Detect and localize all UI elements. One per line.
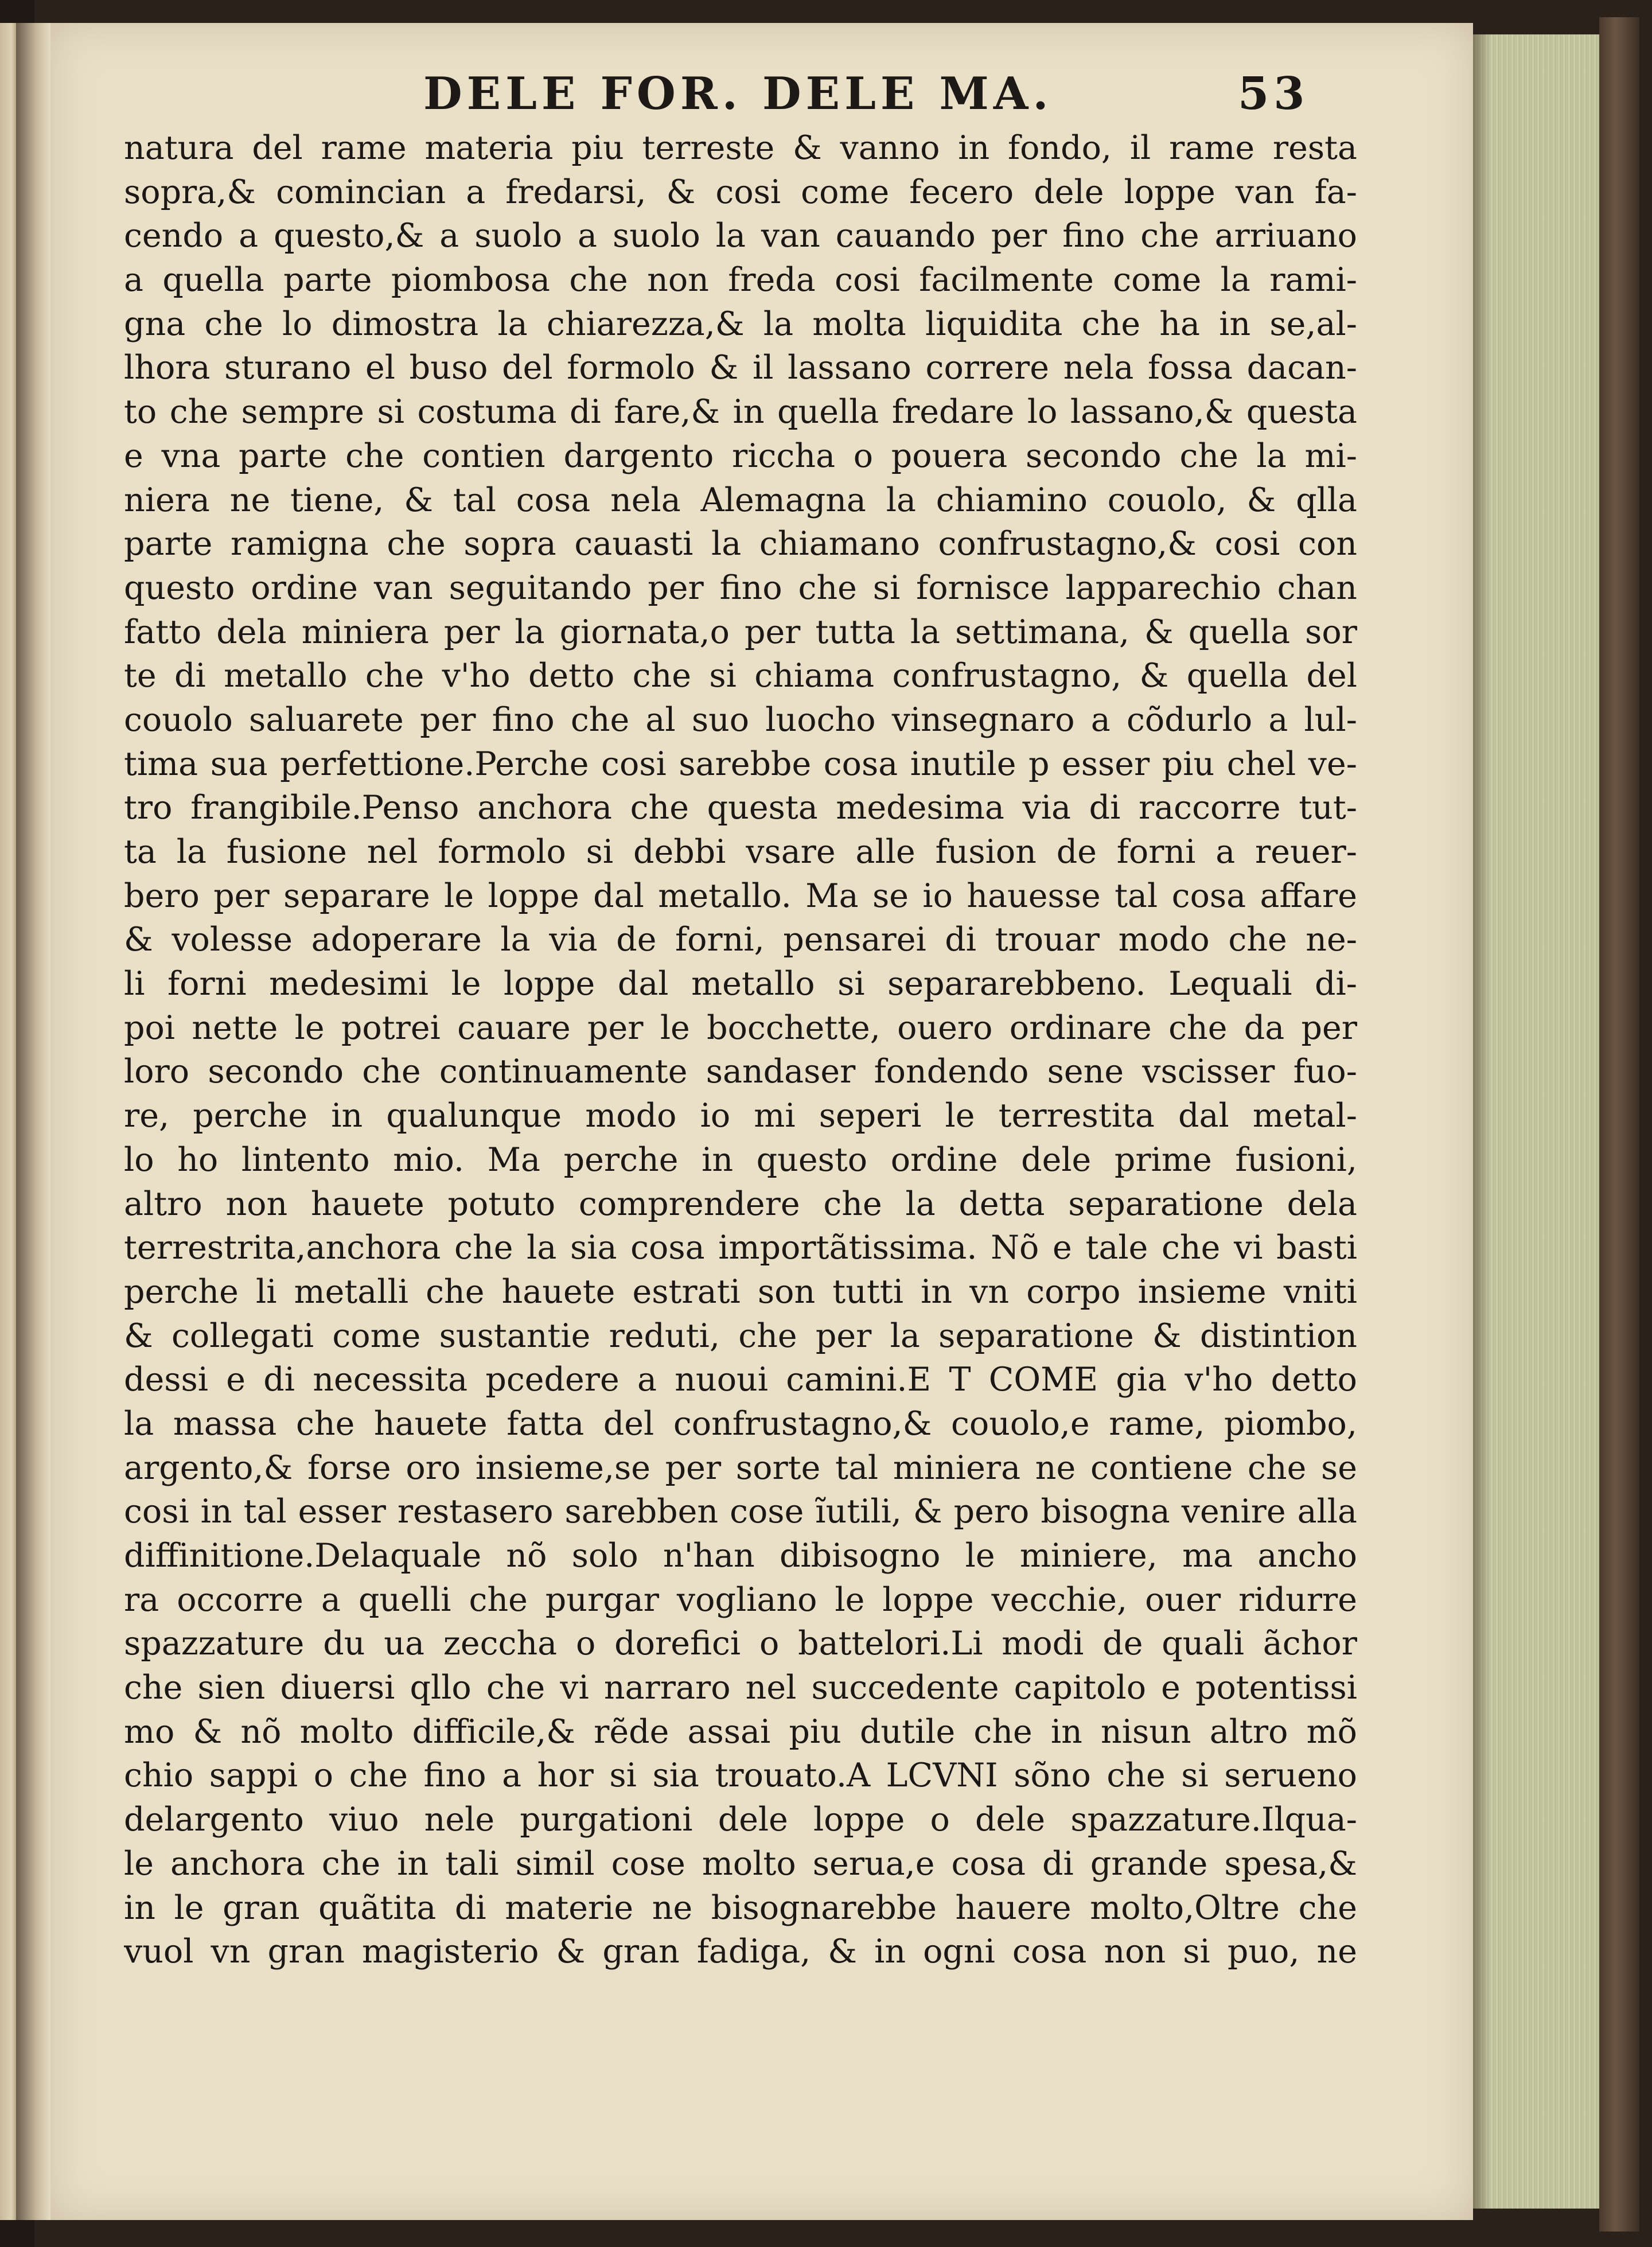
text-line: lo ho lintento mio. Ma perche in questo ordine dele prime fusioni, [124, 1140, 1357, 1179]
text-line: & collegati come sustantie reduti, che per la separatione & distintion [124, 1317, 1357, 1355]
text-line: ra occorre a quelli che purgar vogliano le loppe vecchie, ouer ridurre [124, 1580, 1357, 1619]
text-line: che sien diuersi qllo che vi narraro nel succedente capitolo e potentissi [124, 1669, 1357, 1707]
facing-page-edge [0, 23, 16, 2220]
running-header [423, 68, 1398, 120]
text-line: ta la fusione nel formolo si debbi vsare alle fusion de forni a reuer- [124, 833, 1357, 871]
page-edges [1473, 34, 1599, 2209]
text-line: to che sempre si costuma di fare,& in quella fredare lo lassano,& questa [124, 393, 1357, 431]
text-line: questo ordine van seguitando per fino che si fornisce lapparechio chan [124, 568, 1357, 607]
text-line: cendo a questo,& a suolo a suolo la van cauando per fino che arriuano [124, 217, 1357, 255]
text-line: e vna parte che contien dargento riccha o pouera secondo che la mi- [124, 437, 1357, 475]
text-line: altro non hauete potuto comprendere che la detta separatione dela [124, 1185, 1357, 1223]
text-line: diffinitione.Delaquale nõ solo n'han dibisogno le miniere, ma ancho [124, 1537, 1357, 1575]
book-cover-edge [1599, 17, 1639, 2232]
text-line: couolo saluarete per fino che al suo luocho vinsegnaro a cõdurlo a lul- [124, 700, 1357, 739]
text-line: fatto dela miniera per la giornata,o per tutta la settimana, & quella sor [124, 613, 1357, 651]
text-line: sopra,& comincian a fredarsi, & cosi come fecero dele loppe van fa- [124, 173, 1357, 211]
text-line: poi nette le potrei cauare per le bocchette, ouero ordinare che da per [124, 1008, 1357, 1047]
text-line: re, perche in qualunque modo io mi seperi le terrestita dal metal- [124, 1097, 1357, 1135]
text-line: dessi e di necessita pcedere a nuoui camini.E T COME gia v'ho detto [124, 1361, 1357, 1399]
text-line: te di metallo che v'ho detto che si chiama confrustagno, & quella del [124, 657, 1357, 695]
text-line: in le gran quãtita di materie ne bisognarebbe hauere molto,Oltre che [124, 1888, 1357, 1927]
text-line: & volesse adoperare la via de forni, pensarei di trouar modo che ne- [124, 921, 1357, 959]
text-line: le anchora che in tali simil cose molto serua,e cosa di grande spesa,& [124, 1844, 1357, 1883]
text-line: loro secondo che continuamente sandaser fondendo sene vscisser fuo- [124, 1053, 1357, 1091]
text-line: bero per separare le loppe dal metallo. Ma se io hauesse tal cosa affare [124, 877, 1357, 915]
text-line: chio sappi o che fino a hor si sia trouato.A LCVNI sõno che si serueno [124, 1757, 1357, 1795]
text-line: perche li metalli che hauete estrati son tutti in vn corpo insieme vniti [124, 1272, 1357, 1311]
text-line: la massa che hauete fatta del confrustagno,& couolo,e rame, piombo, [124, 1404, 1357, 1443]
text-line: spazzature du ua zeccha o dorefici o battelori.Li modi de quali ãchor [124, 1625, 1357, 1663]
text-line: li forni medesimi le loppe dal metallo si separarebbeno. Lequali di- [124, 965, 1357, 1003]
text-line: cosi in tal esser restasero sarebben cose ĩutili, & pero bisogna venire alla [124, 1493, 1357, 1531]
text-line: tro frangibile.Penso anchora che questa medesima via di raccorre tut- [124, 789, 1357, 827]
page-edges-shadow [1473, 34, 1490, 2209]
text-line: delargento viuo nele purgationi dele loppe o dele spazzature.Ilqua- [124, 1801, 1357, 1839]
text-line: a quella parte piombosa che non freda cosi facilmente come la rami- [124, 261, 1357, 299]
running-title: DELE FOR. DELE MA. [423, 68, 1053, 120]
text-line: mo & nõ molto difficile,& rẽde assai piu dutile che in nisun altro mõ [124, 1712, 1357, 1751]
text-line: vuol vn gran magisterio & gran fadiga, & in ogni cosa non si puo, ne [124, 1933, 1357, 1971]
page-number: 53 [1238, 68, 1310, 120]
text-line: argento,& forse oro insieme,se per sorte tal miniera ne contiene che se [124, 1448, 1357, 1487]
text-line: natura del rame materia piu terreste & vanno in fondo, il rame resta [124, 129, 1357, 167]
text-line: terrestrita,anchora che la sia cosa importãtissima. Nõ e tale che vi basti [124, 1229, 1357, 1267]
body-text [124, 126, 1357, 1974]
text-line: tima sua perfettione.Perche cosi sarebbe cosa inutile p esser piu chel ve- [124, 745, 1357, 783]
text-line: parte ramigna che sopra cauasti la chiamano confrustagno,& cosi con [124, 525, 1357, 563]
gutter-shadow [16, 23, 50, 2220]
text-line: gna che lo dimostra la chiarezza,& la molta liquidita che ha in se,al- [124, 305, 1357, 343]
book-page [50, 23, 1473, 2220]
text-line: lhora sturano el buso del formolo & il lassano correre nela fossa dacan- [124, 349, 1357, 387]
text-line: niera ne tiene, & tal cosa nela Alemagna la chiamino couolo, & qlla [124, 481, 1357, 519]
